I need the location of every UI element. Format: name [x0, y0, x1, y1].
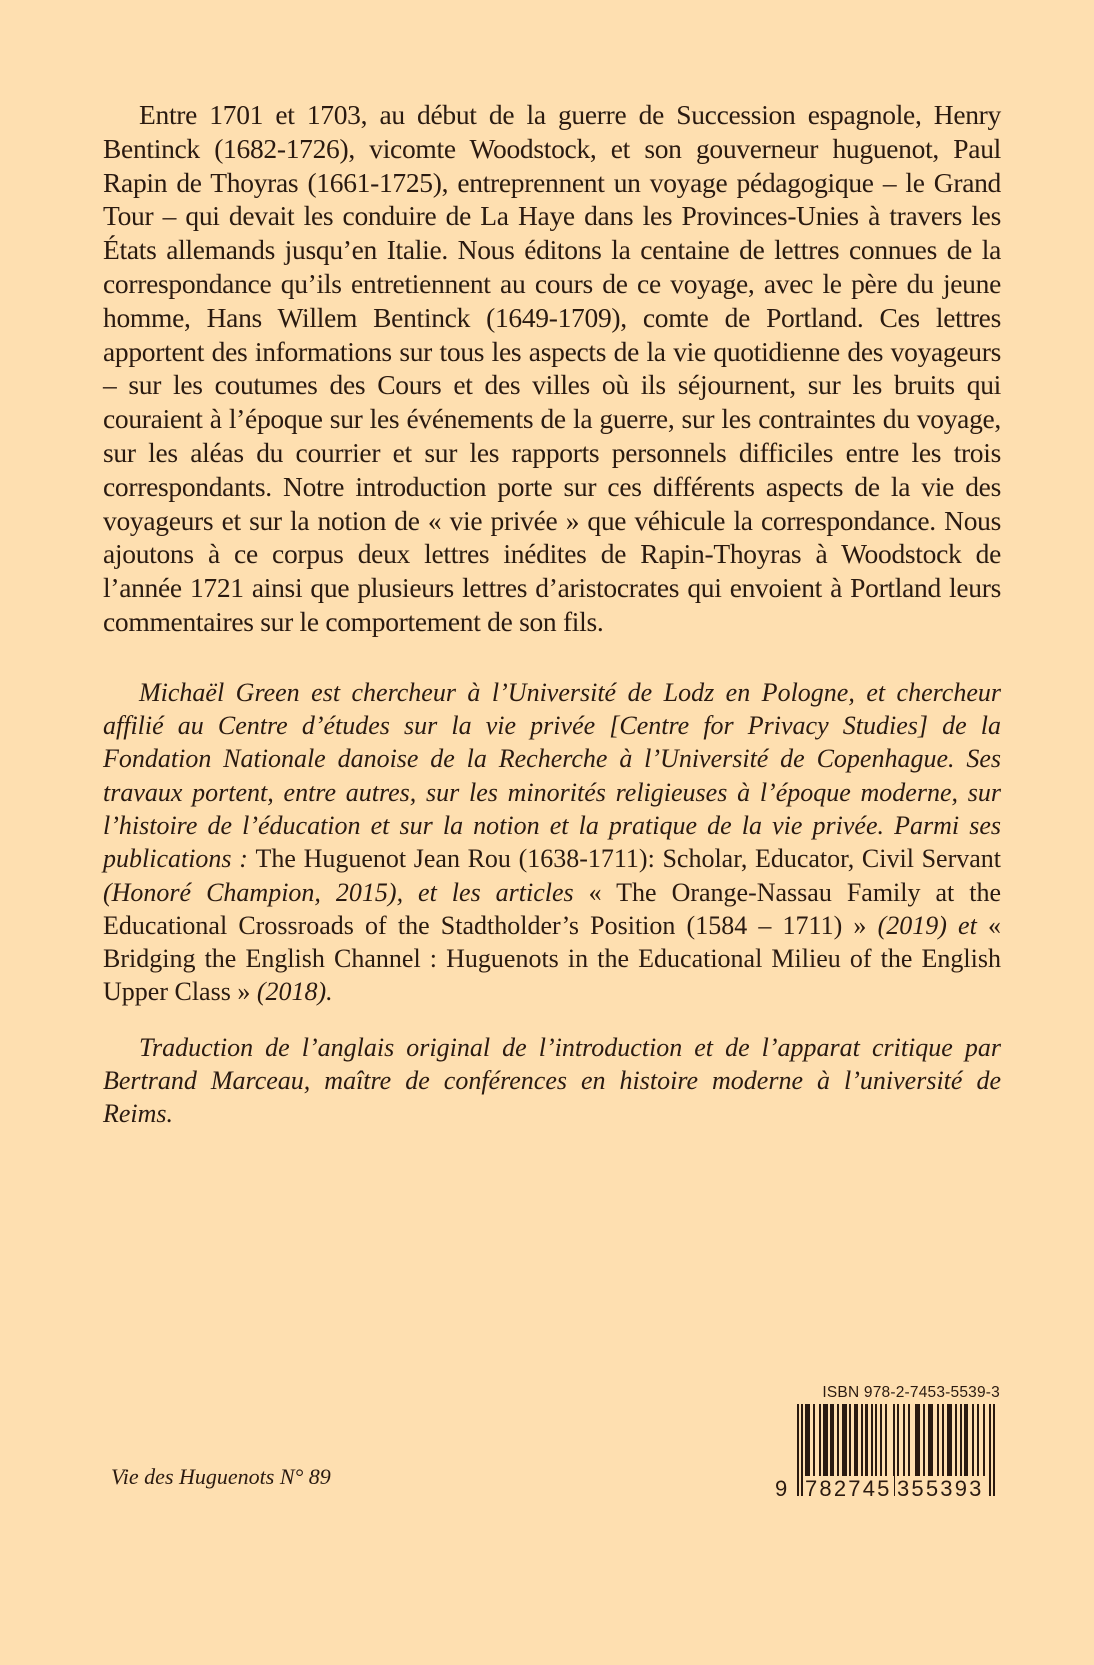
- barcode-right-group: 355393: [897, 1476, 984, 1501]
- barcode-left-group: 782745: [805, 1476, 892, 1501]
- barcode-digits: [775, 1476, 1000, 1502]
- translation-note: Traduction de l’anglais original de l’introduction et de l’apparat critique par Bertrand Marceau, maître de conférences en histoire moderne à l’université de Reims.: [103, 1032, 1001, 1129]
- book-title: The Huguenot Jean Rou (1638-1711): Scholar, Educator, Civil Servant: [255, 844, 1001, 874]
- author-bio-intro: Michaël Green est chercheur à l’Université de Lodz en Pologne, et chercheur affilié au Centre d’études sur la vie privée [Centre for Privacy Studies] de la Fondation Nationale danoise de la Recherche à l’Université de Copenhague. Ses travaux portent, entre autres, sur les minorités religieuses à l’époque moderne, sur l’histoire de l’éducation et sur la notion et la pratique de la vie privée. Parmi ses publications :: [103, 677, 1001, 874]
- author-bio-paragraph: [103, 676, 1001, 1009]
- article-year-2: (2018).: [250, 977, 333, 1007]
- isbn-block: [775, 1384, 1000, 1504]
- summary-paragraph: Entre 1701 et 1703, au début de la guerre de Succession espagnole, Henry Bentinck (1682-1726), vicomte Woodstock, et son gouverneur huguenot, Paul Rapin de Thoyras (1661-1725), entreprennent un voyage pédagogique – le Grand Tour – qui devait les conduire de La Haye dans les Provinces-Unies à travers les États allemands jusqu’en Italie. Nous éditons la centaine de lettres connues de la correspondance qu’ils entretiennent au cours de ce voyage, avec le père du jeune homme, Hans Willem Bentinck (1649-1709), comte de Portland. Ces lettres apportent des informations sur tous les aspects de la vie quotidienne des voyageurs – sur les coutumes des Cours et des villes où ils séjournent, sur les bruits qui couraient à l’époque sur les événements de la guerre, sur les contraintes du voyage, sur les aléas du courrier et sur les rapports personnels difficiles entre les trois correspondants. Notre introduction porte sur ces différents aspects de la vie des voyageurs et sur la notion de « vie privée » que véhicule la correspondance. Nous ajoutons à ce corpus deux lettres inédites de Rapin-Thoyras à Woodstock de l’année 1721 ainsi que plusieurs lettres d’aristocrates qui envoient à Portland leurs commentaires sur le comportement de son fils.: [103, 99, 1001, 637]
- barcode-first-digit: 9: [775, 1476, 788, 1501]
- article-title-1: « The Orange-Nassau Family at the Educational Crossroads of the Stadtholder’s Position (1584 – 1711) »: [103, 877, 1001, 940]
- series-label: Vie des Huguenots N° 89: [111, 1464, 331, 1489]
- barcode: [775, 1404, 1000, 1504]
- book-publisher: (Honoré Champion, 2015), et les articles: [103, 877, 589, 907]
- article-year-1: (2019) et: [866, 910, 988, 940]
- isbn-label: ISBN 978-2-7453-5539-3: [822, 1384, 1000, 1401]
- article-title-2: « Bridging the English Channel : Huguenots in the Educational Milieu of the English Upper Class »: [103, 910, 1001, 1007]
- back-cover-text: [103, 98, 1001, 1131]
